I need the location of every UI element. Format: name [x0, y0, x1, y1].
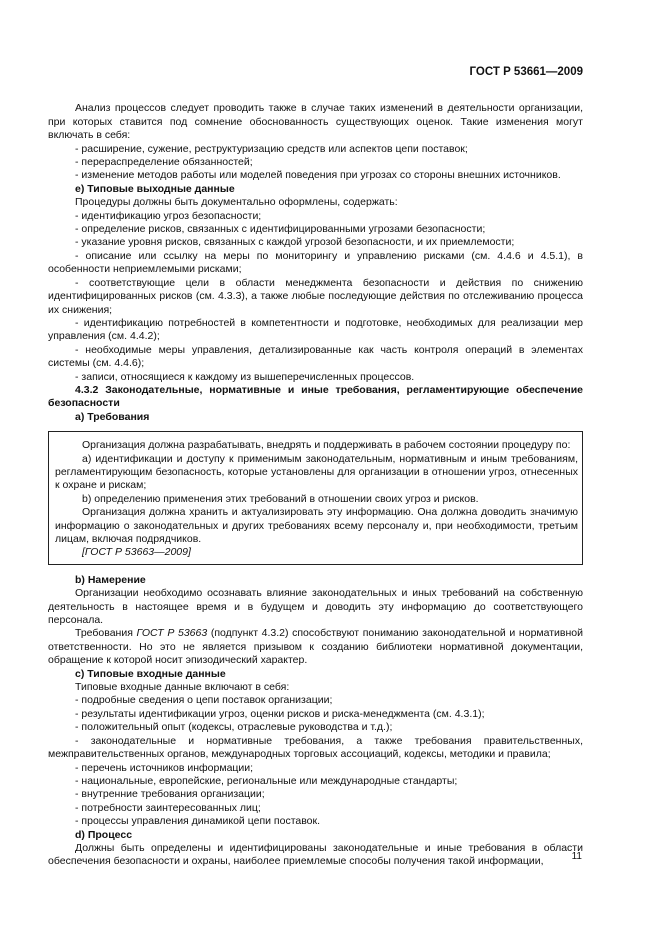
- list-item: - внутренние требования организации;: [75, 788, 265, 801]
- section-b-paragraph: Организации необходимо осознавать влияние законодательных и иных требований на собственную деятельность в настоящее время и в будущем и доводить эту информацию до соответствующего персонала.: [48, 587, 583, 627]
- text-run: Требования: [75, 627, 137, 640]
- section-432-heading: 4.3.2 Законодательные, нормативные и иные требования, регламентирующие обеспечение безопасности: [48, 383, 583, 410]
- section-d-paragraph: Должны быть определены и идентифицированы законодательные и иные требования в области обеспечения безопасности и охраны, наиболее приемлемые способы получения такой информации,: [48, 841, 583, 868]
- list-item: - потребности заинтересованных лиц;: [75, 801, 261, 814]
- list-item: - записи, относящиеся к каждому из вышеперечисленных процессов.: [75, 370, 415, 383]
- box-reference: [ГОСТ Р 53663—2009]: [82, 546, 191, 559]
- box-paragraph: a) идентификации и доступу к применимым законодательным, нормативным и иным требованиям, регламентирующим безопасность, которые установлены для организации в отношении угроз, отнесенных к охране и рискам;: [55, 452, 578, 492]
- list-item: - национальные, европейские, региональные или международные стандарты;: [75, 774, 458, 787]
- section-c-heading: c) Типовые входные данные: [75, 667, 226, 680]
- list-item: - результаты идентификации угроз, оценки рисков и риска-менеджмента (см. 4.3.1);: [75, 707, 485, 720]
- section-a-heading: a) Требования: [75, 410, 150, 423]
- list-item: - указание уровня рисков, связанных с каждой угрозой безопасности, и их приемлемости;: [75, 236, 515, 249]
- standard-reference: ГОСТ Р 53663: [136, 627, 208, 640]
- section-b-paragraph-2: [48, 627, 583, 667]
- page-number: 11: [571, 851, 582, 862]
- list-item: - перераспределение обязанностей;: [75, 156, 253, 169]
- list-item: - идентификацию потребностей в компетентности и подготовке, необходимых для реализации мер управления (см. 4.4.2);: [48, 316, 583, 343]
- list-item: - необходимые меры управления, детализированные как часть контроля операций в элементах системы (см. 4.4.6);: [48, 343, 583, 370]
- section-e-intro: Процедуры должны быть документально оформлены, содержать:: [75, 196, 398, 209]
- quoted-requirements-box: [48, 431, 583, 565]
- section-d-heading: d) Процесс: [75, 828, 133, 841]
- box-paragraph: Организация должна хранить и актуализировать эту информацию. Она должна доводить значимую информацию о законодательных и других требованиях всему персоналу и, при необходимости, третьим лицам, включая подрядчиков.: [55, 506, 578, 545]
- list-item: - соответствующие цели в области менеджмента безопасности и действия по снижению идентифицированных рисков (см. 4.3.3), а также любые последующие действия по отслеживанию процесса их снижения;: [48, 276, 583, 316]
- list-item: - положительный опыт (кодексы, отраслевые руководства и т.д.);: [75, 721, 393, 734]
- list-item: - процессы управления динамикой цепи поставок.: [75, 815, 321, 828]
- list-item: - расширение, сужение, реструктуризацию средств или аспектов цепи поставок;: [75, 142, 468, 155]
- list-item: - определение рисков, связанных с идентифицированными угрозами безопасности;: [75, 223, 486, 236]
- box-paragraph: b) определению применения этих требований в отношении своих угроз и рисков.: [82, 492, 479, 505]
- text-run: (подпункт 4.3.2) способствуют пониманию законодательной и нормативной ответственности. Но это не является призывом к созданию библиотеки нормативной документации, обращение к которой носит эпизодический характер.: [48, 627, 583, 667]
- list-item: - изменение методов работы или моделей поведения при угрозах со стороны внешних источников.: [75, 169, 561, 182]
- intro-paragraph: Анализ процессов следует проводить также в случае таких изменений в деятельности организации, при которых ставится под сомнение обоснованность существующих оценок. Такие изменения могут включать в себя:: [48, 102, 583, 142]
- section-b-heading: b) Намерение: [75, 573, 146, 586]
- list-item: - описание или ссылку на меры по мониторингу и управлению рисками (см. 4.4.6 и 4.5.1), в особенности неприемлемыми рисками;: [48, 249, 583, 276]
- list-item: - подробные сведения о цепи поставок организации;: [75, 694, 333, 707]
- list-item: - законодательные и нормативные требования, а также требования правительственных, межправительственных органов, международных торговых ассоциаций, кодексы, методики и правила;: [48, 734, 583, 761]
- page-header: ГОСТ Р 53661—2009: [469, 66, 583, 78]
- list-item: - перечень источников информации;: [75, 761, 254, 774]
- box-paragraph: Организация должна разрабатывать, внедрять и поддерживать в рабочем состоянии процедуру по:: [82, 439, 571, 452]
- section-e-heading: e) Типовые выходные данные: [75, 182, 235, 195]
- section-c-intro: Типовые входные данные включают в себя:: [75, 681, 290, 694]
- list-item: - идентификацию угроз безопасности;: [75, 209, 262, 222]
